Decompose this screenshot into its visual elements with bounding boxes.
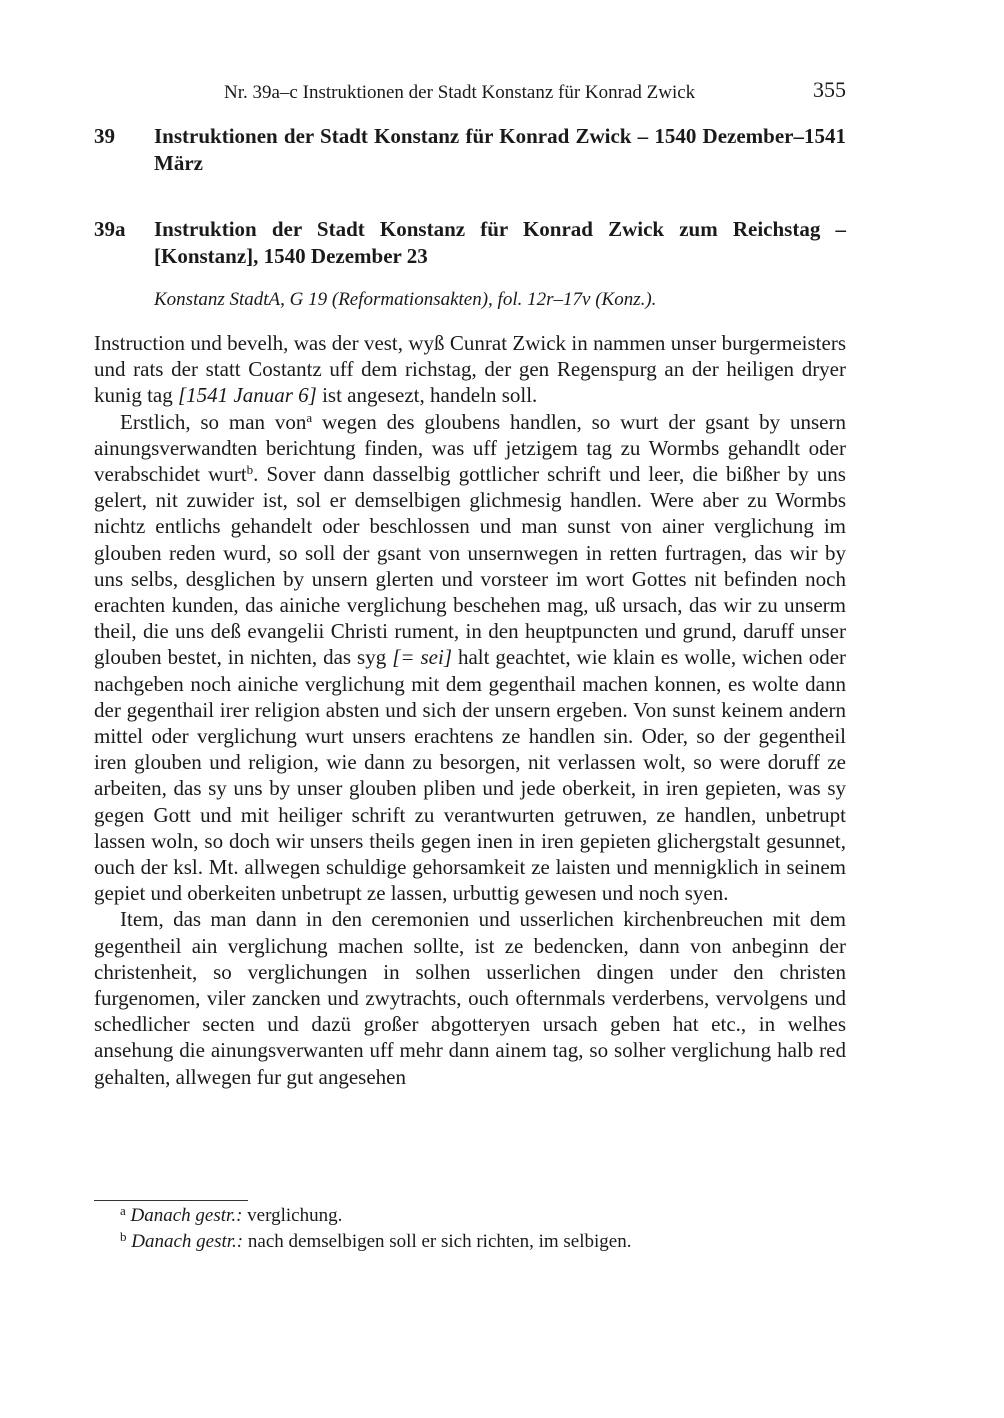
section-number: 39 [94, 124, 115, 148]
paragraph: Erstlich, so man von$^a$ wegen des gloubens handlen, so wurt der gsant by unsern ainungsverwandten berichtung finden, was uff jetzigem tag zu Wormbs gehandlt oder verabschidet wurt$^b$. Sover dann dasselbig gottlicher schrift und leer, die bißher by uns gelert, nit zuwider ist, sol er demselbigen glichmesig handlen. Were aber zu Wormbs nichtz entlichs gehandelt oder beschlossen und man sunst von ainer verglichung im glouben reden wurd, so soll der gsant von unsernwegen in retten furtragen, das wir by uns selbs, desglichen by unsern glerten und vorsteer im wort Gottes nit befinden noch erachten kunden, das ainiche verglichung beschehen mag, uß ursach, das wir zu unserm theil, die uns deß evangelii Christi rument, in den heuptpuncten und grund, daruff unser glouben bestet, in nichten, das syg [= sei] halt geachtet, wie klain es wolle, wichen oder nachgeben noch ainiche verglichung mit dem gegenthail machen konnen, es wolte dann der gegenthail irer religion absten und sich der unsern ergeben. Von sunst keinem andern mittel oder verglichung wurt unsers erachtens ze handlen sin. Oder, so der gegentheil iren glouben und religion, wie dann zu besorgen, nit verlassen wolt, so were doruff ze arbeiten, das sy uns by unser glouben pliben und jede oberkeit, in iren gepieten, was sy gegen Gott und mit heiliger schrift zu verantwurten getruwen, ze handlen, unbetrupt lassen woln, so doch wir unsers theils gegen inen in iren gepieten glichergstalt gesunnet, ouch der ksl. Mt. allwegen schuldige gehorsamkeit ze laisten und mennigklich in seinem gepiet und oberkeiten unbetrupt ze lassen, urbuttig gewesen und noch syen. [94, 409, 847, 906]
section-title: Instruktionen der Stadt Konstanz für Konrad Zwick – 1540 Dezember–1541 März [154, 124, 846, 175]
section-title: Instruktion der Stadt Konstanz für Konrad Zwick zum Reichstag – [Konstanz], 1540 Dezember 23 [154, 217, 846, 268]
section-number: 39a [94, 217, 126, 241]
editorial-note: [= sei] [392, 645, 452, 670]
footnote: $^a$ Danach gestr.: verglichung. [120, 1203, 343, 1226]
section-heading-39a [94, 216, 846, 270]
page-number: 355 [813, 77, 846, 102]
footnote-mark: b [246, 462, 254, 478]
section-heading-39 [94, 123, 846, 177]
body-text [94, 330, 846, 1090]
footnote-divider [94, 1200, 248, 1201]
footnotes [120, 1203, 846, 1255]
footnote-mark: a [306, 409, 313, 425]
paragraph: Instruction und bevelh, was der vest, wyß Cunrat Zwick in nammen unser burgermeisters und rats der statt Costantz uff dem richstag, der gen Regenspurg an der heiligen dryer kunig tag [1541 Januar 6] ist angesezt, handeln soll. [94, 331, 846, 408]
source-citation: Konstanz StadtA, G 19 (Reformationsakten), fol. 12r–17v (Konz.). [154, 289, 657, 310]
footnote: $^b$ Danach gestr.: nach demselbigen soll er sich richten, im selbigen. [120, 1229, 632, 1252]
paragraph: Item, das man dann in den ceremonien und usserlichen kirchenbreuchen mit dem gegentheil ain verglichung machen sollte, ist ze bedencken, dann von anbeginn der christenheit, so verglichungen in solhen usserlichen dingen under den christen furgenomen, viler zancken und zwytrachts, ouch ofternmals verderbens, vervolgens und schedlicher secten und dazü großer abgotteryen ursach geben hat etc., in welhes ansehung die ainungsverwanten uff mehr dann ainem tag, so solher verglichung halb red gehalten, allwegen fur gut angesehen [94, 907, 846, 1089]
running-head-title: Nr. 39a–c Instruktionen der Stadt Konstanz für Konrad Zwick [224, 82, 696, 103]
date-annotation: [1541 Januar 6] [178, 383, 317, 408]
